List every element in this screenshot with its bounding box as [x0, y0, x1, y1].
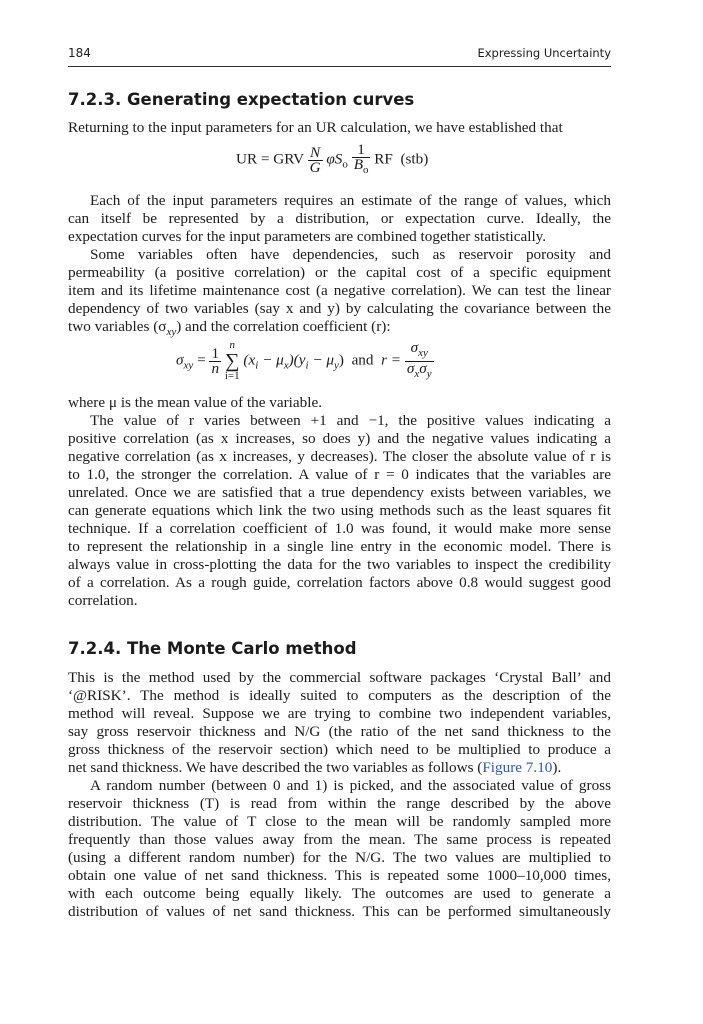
intro-paragraph: Returning to the input parameters for an UR calculation, we have established that [68, 119, 563, 136]
paragraph-line: permeability (a positive correlation) or the capital cost of a specific equipment [68, 264, 611, 281]
page-number: 184 [68, 46, 91, 60]
paragraph-line: to represent the relationship in a single line entry in the economic model. There is [68, 538, 611, 555]
paragraph-line: gross thickness of the reservoir section) which need to be multiplied to produce a [68, 741, 611, 758]
ur-equation: UR = GRV $\frac{N}{G}$ $\varphi S_o$ $\frac{1}{B_o}$ RF (stb) [236, 141, 429, 177]
paragraph-line: can generate equations which link the two using methods such as the least squares fit [68, 502, 611, 519]
paragraph-line: item and its lifetime maintenance cost (a negative correlation). We can test the linear [68, 282, 611, 299]
section-heading-7-2-3: 7.2.3. Generating expectation curves [68, 90, 415, 109]
paragraph-line: can itself be represented by a distribution, or expectation curve. Ideally, the [68, 210, 611, 227]
paragraph-line: distribution. The value of T close to the mean will be randomly sampled more [68, 813, 611, 830]
paragraph-line: Some variables often have dependencies, such as reservoir porosity and [90, 246, 611, 263]
paragraph-line: Each of the input parameters requires an estimate of the range of values, which [90, 192, 611, 209]
figure-7-10-link[interactable]: Figure 7.10 [482, 759, 553, 776]
paragraph-line: frequently than those values away from the mean. The same process is repeated [68, 831, 611, 848]
paragraph-line: dependency of two variables (say x and y) by calculating the covariance between the [68, 300, 611, 317]
one-over-n-fraction: $\frac{1}{n}$ [211, 344, 220, 377]
paragraph-line: ‘@RISK’. The method is ideally suited to computers as the description of the [68, 687, 611, 704]
paragraph-line: technique. If a correlation coefficient of 1.0 was found, it would make more sense [68, 520, 611, 537]
paragraph-line: obtain one value of net sand thickness. This is repeated some 1000–10,000 times, [68, 867, 611, 884]
paragraph-line: method will reveal. Suppose we are trying to combine two independent variables, [68, 705, 611, 722]
section-heading-7-2-4: 7.2.4. The Monte Carlo method [68, 639, 357, 658]
paragraph-line: reservoir thickness (T) is read from within the range described by the above [68, 795, 611, 812]
covariance-equation: $\sigma_{xy}$ = $\frac{1}{n}$ n ∑ i=1 $(x_i - \mu_x)(y_i - \mu_y)$ and r = $\frac{\sigma_{xy}}{\sigma_x\sigma_y}$ [176, 339, 432, 382]
paragraph-line: unrelated. Once we are satisfied that a true dependency exists between variables, we [68, 484, 611, 501]
ur-eq-lhs: UR = GRV [236, 150, 304, 168]
paragraph-line: negative correlation (as x increases, y decreases). The closer the absolute value of r is [68, 448, 611, 465]
paragraph-line: net sand thickness. We have described the two variables as follows (Figure 7.10). [68, 759, 562, 776]
paragraph-line: where μ is the mean value of the variable. [68, 394, 322, 411]
paragraph-line: The value of r varies between +1 and −1, the positive values indicating a [90, 412, 611, 429]
paragraph-line: two variables $(\sigma_{xy})$ and the correlation coefficient (r): [68, 318, 391, 339]
paragraph-line: of a correlation. As a rough guide, correlation factors above 0.8 would suggest good [68, 574, 611, 591]
paragraph-line: distribution of values of net sand thickness. This can be performed simultaneously [68, 903, 611, 920]
paragraph-line: positive correlation (as x increases, so does y) and the negative values indicating a [68, 430, 611, 447]
paragraph-line: (using a different random number) for the N/G. The two values are multiplied to [68, 849, 611, 866]
paragraph-line: expectation curves for the input parameters are combined together statistically. [68, 228, 547, 245]
paragraph-line: with each outcome being equally likely. The outcomes are used to generate a [68, 885, 611, 902]
paragraph-line: This is the method used by the commercial software packages ‘Crystal Ball’ and [68, 669, 611, 686]
paragraph-line: A random number (between 0 and 1) is picked, and the associated value of gross [90, 777, 611, 794]
bo-fraction: $\frac{1}{B_o}$ [353, 141, 369, 177]
correlation-fraction: $\frac{\sigma_{xy}}{\sigma_x\sigma_y}$ [406, 339, 432, 380]
paragraph-line: to 1.0, the stronger the correlation. A value of r = 0 indicates that the variables are [68, 466, 611, 483]
paragraph-line: correlation. [68, 592, 138, 609]
ng-fraction: $\frac{N}{G}$ [309, 143, 321, 176]
paragraph-line: always value in cross-plotting the data for the two variables to inspect the credibility [68, 556, 611, 573]
header-rule [68, 66, 611, 67]
ur-eq-rhs: RF (stb) [374, 150, 429, 168]
summation-symbol: n ∑ i=1 [224, 339, 240, 382]
running-header: Expressing Uncertainty [477, 46, 611, 60]
paragraph-line: say gross reservoir thickness and N/G (the ratio of the net sand thickness to the [68, 723, 611, 740]
